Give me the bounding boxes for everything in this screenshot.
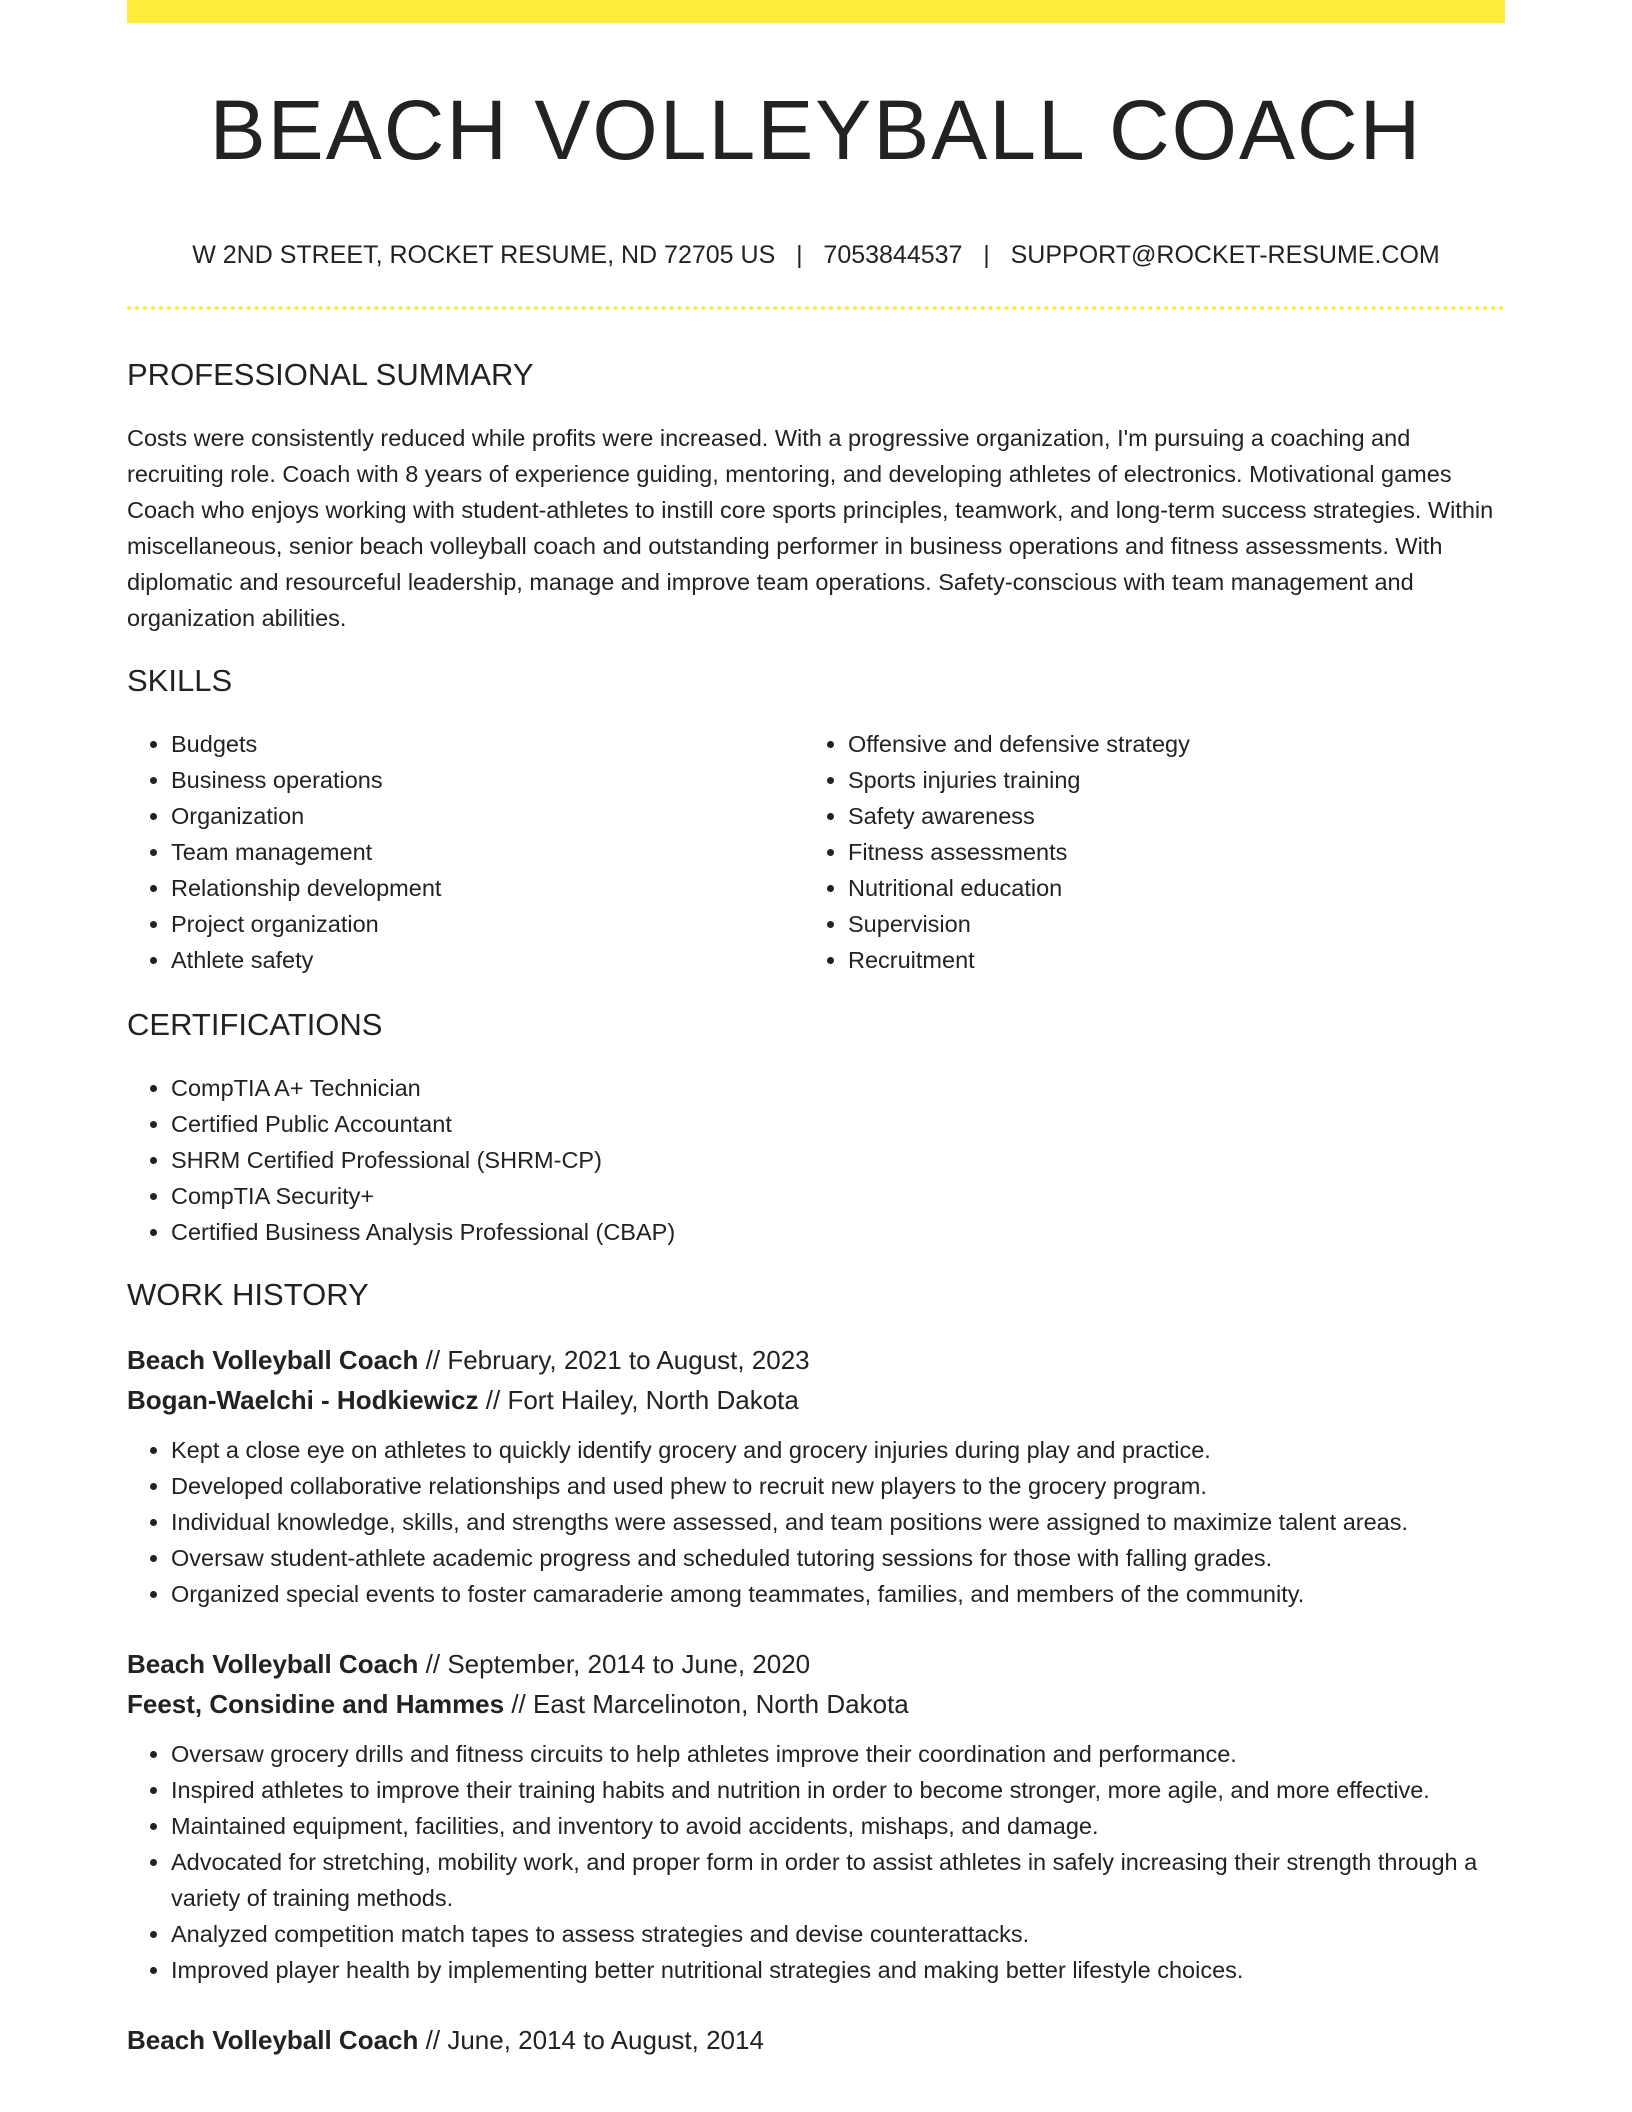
summary-text: Costs were consistently reduced while profits were increased. With a progressive organization, I'm pursuing a coaching and recruiting role. Coach with 8 years of experience guiding, mentoring, and developing athletes of electronics. Motivational games Coach who enjoys working with student-athletes to instill core sports principles, teamwork, and long-term success strategies. Within miscellaneous, senior beach volleyball coach and outstanding performer in business operations and fitness assessments. With diplomatic and resourceful leadership, manage and improve team operations. Safety-conscious with team management and organization abilities. (127, 425, 1494, 631)
skill-item: • Safety awareness (848, 798, 1481, 834)
certification-item: • SHRM Certified Professional (SHRM-CP) (171, 1142, 1505, 1178)
job-location: East Marcelinoton, North Dakota (533, 1689, 909, 1719)
job-bullet: • Maintained equipment, facilities, and inventory to avoid accidents, mishaps, and damage. (171, 1808, 1505, 1844)
skills-left-list (127, 726, 804, 978)
job-bullet: • Oversaw student-athlete academic progress and scheduled tutoring sessions for those with falling grades. (171, 1540, 1505, 1576)
job-role: Beach Volleyball Coach (127, 1649, 419, 1679)
skill-item: • Nutritional education (848, 870, 1481, 906)
job-title-line (127, 1644, 1505, 1684)
job-company-line (127, 1380, 1505, 1420)
certification-item: • CompTIA A+ Technician (171, 1070, 1505, 1106)
job-bullet: • Advocated for stretching, mobility work, and proper form in order to assist athletes in safely increasing their strength through a variety of training methods. (171, 1844, 1505, 1916)
skill-item: • Relationship development (171, 870, 804, 906)
job-bullet: • Inspired athletes to improve their training habits and nutrition in order to become stronger, more agile, and more effective. (171, 1772, 1505, 1808)
skill-item: • Offensive and defensive strategy (848, 726, 1481, 762)
skill-item: • Team management (171, 834, 804, 870)
job-bullets (127, 1432, 1505, 1612)
work-history-section (127, 1275, 1505, 2060)
separator: // (418, 1345, 448, 1375)
contact-line: W 2ND STREET, ROCKET RESUME, ND 72705 US | 7053844537 | SUPPORT@ROCKET-RESUME.COM (192, 241, 1440, 269)
separator: // (478, 1385, 508, 1415)
job-title-line (127, 2020, 1505, 2060)
resume-title: BEACH VOLLEYBALL COACH (209, 83, 1423, 177)
job-dates: February, 2021 to August, 2023 (447, 1345, 810, 1375)
separator: // (418, 1649, 448, 1679)
skill-item: • Project organization (171, 906, 804, 942)
job-company: Bogan-Waelchi - Hodkiewicz (127, 1385, 479, 1415)
job-company-line (127, 1684, 1505, 1724)
skills-section (127, 661, 1505, 978)
job-bullet: • Improved player health by implementing better nutritional strategies and making better lifestyle choices. (171, 1952, 1505, 1988)
work-history-heading: WORK HISTORY (127, 1277, 369, 1312)
job-dates: June, 2014 to August, 2014 (447, 2025, 764, 2055)
job-title-line (127, 1340, 1505, 1380)
job-bullet: • Kept a close eye on athletes to quickly identify grocery and grocery injuries during play and practice. (171, 1432, 1505, 1468)
certifications-list (127, 1070, 1505, 1250)
separator: // (418, 2025, 448, 2055)
skill-item: • Fitness assessments (848, 834, 1481, 870)
job-company: Feest, Considine and Hammes (127, 1689, 505, 1719)
skills-heading: SKILLS (127, 663, 233, 698)
certifications-heading: CERTIFICATIONS (127, 1007, 383, 1042)
header-divider (127, 306, 1505, 310)
skill-item: • Organization (171, 798, 804, 834)
skills-columns (127, 726, 1505, 978)
skill-item: • Recruitment (848, 942, 1481, 978)
summary-heading: PROFESSIONAL SUMMARY (127, 357, 534, 392)
job-bullet: • Oversaw grocery drills and fitness circuits to help athletes improve their coordination and performance. (171, 1736, 1505, 1772)
skill-item: • Supervision (848, 906, 1481, 942)
top-accent-bar (127, 0, 1505, 23)
summary-section (127, 355, 1505, 636)
skill-item: • Budgets (171, 726, 804, 762)
skills-right-list (804, 726, 1481, 978)
job-location: Fort Hailey, North Dakota (507, 1385, 799, 1415)
job-bullet: • Analyzed competition match tapes to assess strategies and devise counterattacks. (171, 1916, 1505, 1952)
separator: // (504, 1689, 534, 1719)
job-role: Beach Volleyball Coach (127, 2025, 419, 2055)
job-entry (127, 1340, 1505, 1612)
job-role: Beach Volleyball Coach (127, 1345, 419, 1375)
certification-item: • Certified Public Accountant (171, 1106, 1505, 1142)
job-bullet: • Organized special events to foster camaraderie among teammates, families, and members of the community. (171, 1576, 1505, 1612)
certifications-section (127, 1005, 1505, 1250)
skill-item: • Sports injuries training (848, 762, 1481, 798)
job-bullet: • Developed collaborative relationships and used phew to recruit new players to the grocery program. (171, 1468, 1505, 1504)
certification-item: • CompTIA Security+ (171, 1178, 1505, 1214)
job-entry (127, 2020, 1505, 2060)
skill-item: • Athlete safety (171, 942, 804, 978)
job-dates: September, 2014 to June, 2020 (447, 1649, 811, 1679)
skill-item: • Business operations (171, 762, 804, 798)
job-bullets (127, 1736, 1505, 1988)
job-bullet: • Individual knowledge, skills, and strengths were assessed, and team positions were assigned to maximize talent areas. (171, 1504, 1505, 1540)
certification-item: • Certified Business Analysis Professional (CBAP) (171, 1214, 1505, 1250)
job-entry (127, 1644, 1505, 1988)
